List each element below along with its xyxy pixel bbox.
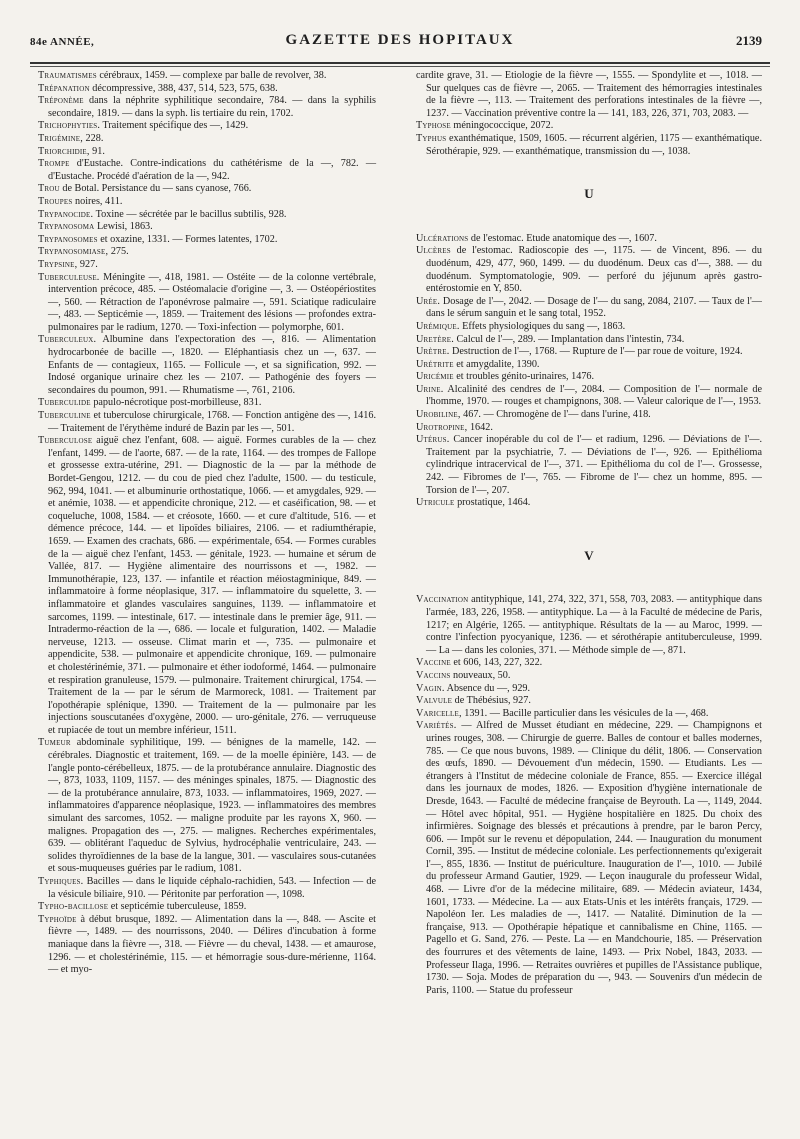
entry-heading: Urobiline, bbox=[416, 409, 461, 421]
entry-heading: Tuberculide bbox=[38, 397, 91, 409]
entry-heading: Utérus. bbox=[416, 434, 450, 446]
header-rule-thick bbox=[30, 62, 770, 64]
entry-text: et 606, 143, 227, 322. bbox=[453, 657, 543, 669]
entry-text: antityphique, 141, 274, 322, 371, 558, 703, 2083. — antityphique dans l'armée, 183, 226, 1958. — antityphique. La — à la Faculté de médecine de Paris, 1217; en Algérie, 1265. — antityphique. Résultats de la — au Maroc, 1999. — contre l'infection pyocyanique, 1236. — et sérothérapie antituberculeuse, 1999. — La — dans les colonies, 371. — Méthode simple de —, 871. bbox=[426, 594, 763, 656]
entry-heading: Trépanation bbox=[38, 82, 90, 94]
entry-heading: Ulcérations bbox=[416, 232, 469, 244]
entry-heading: Ulcères bbox=[416, 245, 451, 257]
entry-text: papulo-nécrotique post-morbilleuse, 831. bbox=[93, 397, 262, 409]
index-entry bbox=[416, 346, 762, 359]
index-entry bbox=[416, 132, 762, 158]
index-entry bbox=[416, 383, 763, 409]
index-entry bbox=[416, 333, 762, 347]
entry-text: et troubles génito-urinaires, 1476. bbox=[456, 371, 595, 383]
index-entry bbox=[416, 594, 763, 657]
index-entry bbox=[416, 70, 762, 120]
index-entry bbox=[38, 183, 376, 196]
index-entry bbox=[416, 120, 762, 133]
entry-heading: Urètre. bbox=[416, 346, 450, 358]
entry-text: noires, 411. bbox=[75, 195, 123, 207]
right-column-continuation bbox=[416, 70, 762, 158]
entry-text: prostatique, 1464. bbox=[457, 497, 531, 509]
entry-heading: Utricule bbox=[416, 497, 455, 509]
index-entry bbox=[416, 371, 762, 384]
entry-heading: Typhus bbox=[416, 132, 447, 144]
entry-heading: Tuberculine bbox=[38, 410, 91, 422]
entry-text: et septicémie tuberculeuse, 1859. bbox=[110, 901, 247, 913]
section-u-entries bbox=[416, 233, 762, 510]
entry-heading: Tuberculeuse. bbox=[38, 271, 100, 283]
entry-text: et amygdalite, 1390. bbox=[456, 358, 540, 370]
entry-heading: Typho-bacillose bbox=[38, 901, 109, 913]
index-entry bbox=[38, 70, 376, 83]
entry-heading: Typhiques. bbox=[38, 876, 84, 887]
entry-heading: Urémique. bbox=[416, 320, 460, 332]
index-entry bbox=[416, 657, 762, 670]
index-entry bbox=[38, 195, 376, 209]
entry-text: abdominale syphilitique, 199. — bénignes de la mamelle, 142. — cérébrales. Diagnostic et traitement, 169. — de la moelle épinière, 143. — de l'angle ponto-cérébelleux, 1875. — de la protubérance annulaire. Diagnostic des —, 873, 1033, 1109, 1157. — des méninges spinales, 1875. — Diagnostic des — de la protubérance annulaire, 873, 1033. — inflammatoires, 1969, 2027. — inflammatoires d'apparence néoplasique, 1923. — inflammatoires des membres simulant des sarcomes, 1052. — maligne produite par les rayons X, 960. — malignes. Propagation des —, 275. — malignes. Recherches expérimentales, 639. — oblitérant l'aqueduc de Sylvius, hydrocéphalie ventriculaire, 243. — solides thyroïdiennes de la base de la langue, 301. — vasculaires sous-cutanées et sous-muqueuses guéries par le radium, 1081. bbox=[48, 737, 376, 875]
entry-heading: Typhoïde bbox=[38, 913, 77, 925]
index-entry bbox=[38, 145, 376, 159]
entry-text: d'Eustache. Contre-indications du cathétérisme de la —, 782. — d'Eustache. Procédé d'aération de la —, 942. bbox=[48, 158, 377, 182]
entry-heading: Trigémine, bbox=[38, 132, 83, 144]
entry-heading: Typhose bbox=[416, 120, 451, 132]
header-rule-thin bbox=[30, 66, 770, 67]
entry-heading: Urotropine, bbox=[416, 421, 468, 433]
index-entry bbox=[38, 435, 377, 737]
entry-heading: Traumatismes bbox=[38, 70, 97, 81]
entry-heading: Trypanosomiase, bbox=[38, 246, 109, 258]
index-entry bbox=[416, 421, 762, 435]
index-entry bbox=[416, 409, 762, 422]
entry-heading: Vaccine bbox=[416, 657, 451, 669]
entry-text: exanthématique, 1509, 1605. — récurrent algérien, 1175 — exanthématique. Sérothérapie, 929. — exanthématique, transmission du —, 1038. bbox=[426, 132, 762, 157]
entry-text: 467. — Chromogène de l'— dans l'urine, 418. bbox=[463, 409, 651, 421]
entry-text: 927. bbox=[79, 258, 98, 270]
index-entry bbox=[416, 707, 762, 721]
right-column bbox=[416, 70, 762, 997]
entry-text: Calcul de l'—, 289. — Implantation dans l'intestin, 734. bbox=[456, 333, 685, 345]
entry-text: aiguë chez l'enfant, 608. — aiguë. Formes curables de la — chez l'enfant, 1499. — de l'aorte, 687. — de la rate, 1164. — des trompes de Fallope et grossesse extra-utérine, 291. — Diagnostic de la — par la méthode de Bordet-Gengou, 1212. — du cou de pied chez l'adulte, 1500. — du testicule, 962, 994, 1041. — et albuminurie orthostatique, 1066. — et amygdales, 929. — et anémie, 1038. — et appendicite chronique, 212. — et caséification, 98. — et coqueluche, 1008, 1584. — et créosote, 1660. — et cure d'altitude, 516. — et démence précoce, 144. — et lipoïdes biliaires, 2106. — et radiumthérapie, 1659. — Examen des crachats, 686. — expérimentale, 654. — Formes curables de la — aiguë chez l'enfant, 1453. — génitale, 1923. — humaine et sérum de Vallée, 817. — Hygiène alimentaire des nourrissons et —, 1982. — Immunothérapie, 123, 137. — infantile et réaction méiostagminique, 849. — inflammatoire à forme néoplasique, 317. — inflammatoire du squelette, 3. — inflammatoire et glandes vasculaires sanguines, 1139. — inflammatoire et sarcomes, 1199. — intestinale, 617. — intestinale dans le premier âge, 911. — Intradermo-réaction de la —, 686. — locale et fulguration, 1402. — Maladie nerveuse, 1213. — osseuse. Climat marin et —, 735. — pulmonaire et appendicite, 538. — pulmonaire et appendicite chronique, 169. — pulmonaire et cholestérinémie, 371. — pulmonaire et éther iodoformé, 1464. — pulmonaire et respiration granuleuse, 1579. — pulmonaire. Traitement chirurgical, 1754. — Traitement de la — par le sérum de Marmoreck, 1081. — Traitement par l'opothérapie splénique, 1390. — Traitement de la — pulmonaire par les injections souscutanées d'oxygène, 2000. — uro-génitale, 276. — verruqueuse et rupiacée de tout un membre inférieur, 1511. bbox=[48, 435, 377, 736]
index-entry bbox=[38, 258, 376, 272]
index-entry bbox=[38, 120, 376, 133]
index-entry bbox=[38, 221, 376, 234]
entry-text: Absence du —, 929. bbox=[446, 682, 531, 694]
entry-text: Cancer inopérable du col de l'— et radium, 1296. — Déviations de l'—. Traitement par la psychiatrie, 7. — Déviations de l'—, 926. — Epithélioma cylindrique intracervical de l'—, 371. — Epithélioma du col de l'—. Grossesse, 242. — Fibromes de l'—, 765. — Fibrome de l'— chez un homme, 895. — Torsion de l'—, 207. bbox=[426, 434, 762, 496]
index-entry bbox=[416, 434, 762, 497]
entry-text: Toxine — sécrétée par le bacillus subtilis, 928. bbox=[95, 208, 287, 220]
entry-heading: Vaccins bbox=[416, 669, 451, 681]
entry-heading: Varicelle, bbox=[416, 707, 462, 719]
index-entry bbox=[38, 410, 376, 435]
entry-heading: Trypanosoma bbox=[38, 221, 95, 233]
entry-heading: Tumeur bbox=[38, 737, 71, 749]
index-entry bbox=[38, 901, 376, 914]
index-entry bbox=[38, 737, 376, 876]
entry-text: cardite grave, 31. — Etiologie de la fièvre —, 1555. — Spondylite et —, 1018. — Sur quelques cas de fièvre —, 2065. — Traitement des hémorragies intestinales de la fièvre —, 113. — Traitement des perforations intestinales de la fièvre —, 1237. — Vaccination préventive contre la — 141, 183, 226, 371, 703, 2083. — bbox=[416, 70, 762, 119]
index-entry bbox=[38, 132, 376, 146]
entry-text: 228. bbox=[85, 132, 104, 144]
index-entry bbox=[38, 271, 377, 335]
entry-text: et tuberculose chirurgicale, 1768. — Fonction antigène des —, 1416. — Traitement de l'érythème induré de Bazin par les —, 501. bbox=[48, 410, 376, 434]
volume-label: 84e ANNÉE, bbox=[30, 36, 95, 48]
entry-text: dans la néphrite syphilitique secondaire, 784. — dans la syphilis secondaire, 1819. — dans la syph. lis tertiaire du rein, 1702. bbox=[48, 95, 377, 119]
entry-heading: Trypsine, bbox=[38, 258, 78, 270]
entry-text: Destruction de l'—, 1768. — Rupture de l'— par roue de voiture, 1924. bbox=[452, 346, 743, 358]
entry-text: Dosage de l'—, 2042. — Dosage de l'— du sang, 2084, 2107. — Taux de l'— dans le sérum sanguin et le sang total, 1952. bbox=[426, 295, 762, 320]
entry-heading: Trompe bbox=[38, 158, 70, 170]
entry-text: et oxazine, 1331. — Formes latentes, 1702. bbox=[100, 233, 278, 245]
entry-heading: Valvule bbox=[416, 695, 453, 707]
entry-heading: Trichophyties. bbox=[38, 120, 101, 132]
entry-heading: Vagin. bbox=[416, 682, 445, 694]
index-entry bbox=[38, 208, 376, 222]
index-entry bbox=[416, 245, 762, 295]
entry-text: — Alfred de Musset étudiant en médecine, 229. — Champignons et urines rouges, 308. — Chirurgie de guerre. Balles de contour et balles modernes, 785. — Ce que nous buvons, 1989. — Clinique du délit, 1806. — Conservation des œufs, 1890. — Dévouement d'un médecin, 1590. — Etudiants. Les — étrangers à l'Institut de médecine coloniale de France, 855. — Exercice illégal dans les journaux de modes, 1826. — Exposition d'hygiène internationale de Dresde, 1643. — Faculté de médecine française de Beyrouth. La —, 1149, 2044. — Hôtel avec hôpital, 951. — Hygiène hospitalière en 1825. Du choix des infirmières. Soignage des blessés et précautions à prendre, par le baron Percy, 606. — Impôt sur le revenu et dépopulation, 244. — Inauguration du monument Cornil, 395. — Institut de médecine coloniale. Les perfectionnements qu'exigerait l'—, 855, 1836. — Institut de puériculture. Inauguration de l'—, 1010. — Jubilé du professeur Armand Gautier, 1929. — Leçon inaugurale du professeur Widal, 468. — Livre d'or de la médecine militaire, 689. — Médecin aviateur, 1434, 1601, 1733. — Médecine. La — aux Etats-Unis et les intérêts français, 1729. — Napoléon Ier. Les maladies de —, 1417. — Natalité. Diminution de la — française, 913. — Opothérapie hépatique et cannibalisme en Chine, 1165. — Pagello et G. Sand, 276. — Peste. La — en Mandchourie, 185. — Préservation des fourrures et des vêtements de laine, 1493. — Prix Nobel, 1843, 2033. — Professeur Ilaga, 1996. — Retraites ouvrières et pupilles de l'Assistance publique, 1730. — Soja. Modes de préparation du —, 943. — Souvenirs d'un médecin de Paris, 1100. — Statue du professeur bbox=[426, 720, 762, 996]
entry-text: cérébraux, 1459. — complexe par balle de revolver, 38. bbox=[99, 70, 327, 81]
page-number: 2139 bbox=[736, 33, 762, 48]
entry-heading: Urine. bbox=[416, 383, 444, 395]
entry-heading: Variétés. bbox=[416, 720, 457, 732]
entry-text: de Thébésius, 927. bbox=[454, 695, 531, 707]
entry-text: méningococcique, 2072. bbox=[453, 120, 554, 132]
entry-heading: Trou bbox=[38, 183, 60, 195]
entry-text: Lewisi, 1863. bbox=[96, 221, 153, 233]
entry-text: 1642. bbox=[469, 421, 493, 433]
entry-text: Effets physiologiques du sang —, 1863. bbox=[462, 320, 626, 332]
index-entry bbox=[38, 913, 376, 977]
entry-text: Traitement spécifique des —, 1429. bbox=[102, 120, 249, 132]
entry-heading: Uricémie bbox=[416, 371, 454, 383]
index-entry bbox=[416, 695, 762, 708]
index-entry bbox=[416, 295, 762, 321]
entry-text: de l'estomac. Radioscopie des —, 1175. — de Vincent, 896. — du duodénum, 429, 477, 960, 1499. — du duodénum. Deux cas d'—, 388. — du duodénum. Symptomatologie, 909. — perforé du jéjunum après gastro-entérostomie en Y, 850. bbox=[426, 245, 762, 295]
index-entry bbox=[416, 232, 762, 246]
entry-heading: Triorchidie, bbox=[38, 145, 90, 157]
entry-heading: Uretère. bbox=[416, 333, 454, 345]
index-entry bbox=[416, 669, 762, 683]
section-letter-v: V bbox=[584, 547, 594, 563]
journal-title: GAZETTE DES HOPITAUX bbox=[285, 32, 515, 48]
entry-text: de l'estomac. Etude anatomique des —, 1607. bbox=[470, 232, 657, 244]
entry-text: nouveaux, 50. bbox=[452, 669, 511, 681]
index-entry bbox=[38, 397, 376, 410]
left-column bbox=[38, 70, 376, 977]
index-entry bbox=[38, 82, 376, 96]
entry-heading: Trypanosomes bbox=[38, 233, 98, 245]
entry-heading: Tuberculeux. bbox=[38, 334, 97, 346]
entry-text: Alcalinité des cendres de l'—, 2084. — Composition de l'— normale de l'homme, 1970. — rouges et champignons, 308. — Valeur calorique de l'—, 1953. bbox=[426, 383, 763, 408]
entry-text: 275. bbox=[110, 246, 129, 258]
entry-heading: Urée. bbox=[416, 295, 441, 307]
entry-text: Albumine dans l'expectoration des —, 816. — Alimentation hydrocarbonée de bacille —, 1820. — Eléphantiasis chez un —, 637. — Enfants de — contagieux, 1165. — Follicule —, et sa signification, 992. — Indosé organique urinaire chez les — 2107. — Pathogénie des foyers — secondaires du poumon, 991. — Rhumatisme —, 761, 2106. bbox=[48, 334, 377, 396]
entry-text: Méningite —, 418, 1981. — Ostéite — de la colonne vertébrale, intervention précoce, 485. — Ostéomalacie d'origine —, 3. — Ostéopériostites —, 560. — Rétraction de l'aponévrose palmaire —, 591. Sciatique radiculaire —, 483. — Septicémie —, 1859. — Traitement des lésions — profondes extra-pulmonaires par le radium, 1270. — Toxi-infection — polymorphe, 601. bbox=[48, 271, 377, 333]
index-entry bbox=[416, 720, 762, 997]
entry-text: de Botal. Persistance du — sans cyanose, 766. bbox=[62, 183, 252, 195]
section-letter-u: U bbox=[584, 186, 594, 202]
index-entry bbox=[416, 497, 762, 510]
entry-heading: Troupes bbox=[38, 195, 73, 207]
entry-text: à début brusque, 1892. — Alimentation dans la —, 848. — Ascite et fièvre —, 1489. — des nourrissons, 2040. — Délires d'incubation à forme maniaque dans la fièvre —, 318. — Fièvre — du cheval, 1438. — et amaurose, 1296. — et cholestérinémie, 115. — et hémorragie sous-dure-mérienne, 1164. — et myo- bbox=[48, 913, 376, 976]
entry-heading: Trypanocide. bbox=[38, 208, 94, 220]
entry-text: décompressive, 388, 437, 514, 523, 575, 638. bbox=[92, 82, 278, 94]
index-entry bbox=[416, 320, 762, 334]
index-entry bbox=[38, 246, 376, 259]
index-entry bbox=[38, 334, 377, 397]
entry-text: 91. bbox=[92, 145, 105, 157]
index-entry bbox=[38, 233, 376, 247]
index-entry bbox=[416, 682, 762, 696]
entry-heading: Tréponème bbox=[38, 95, 84, 107]
index-entry bbox=[38, 876, 376, 901]
entry-heading: Tuberculose bbox=[38, 435, 93, 447]
entry-text: Bacilles — dans le liquide céphalo-rachidien, 543. — Infection — de la vésicule biliaire, 910. — Péritonite par perforation —, 1098. bbox=[48, 876, 376, 900]
entry-heading: Urétrite bbox=[416, 358, 454, 370]
section-v-entries bbox=[416, 594, 762, 997]
entry-heading: Vaccination bbox=[416, 594, 469, 606]
index-entry bbox=[38, 95, 377, 120]
index-entry bbox=[38, 158, 377, 183]
index-entry bbox=[416, 358, 762, 372]
entry-text: 1391. — Bacille particulier dans les vésicules de la —, 468. bbox=[464, 707, 709, 719]
